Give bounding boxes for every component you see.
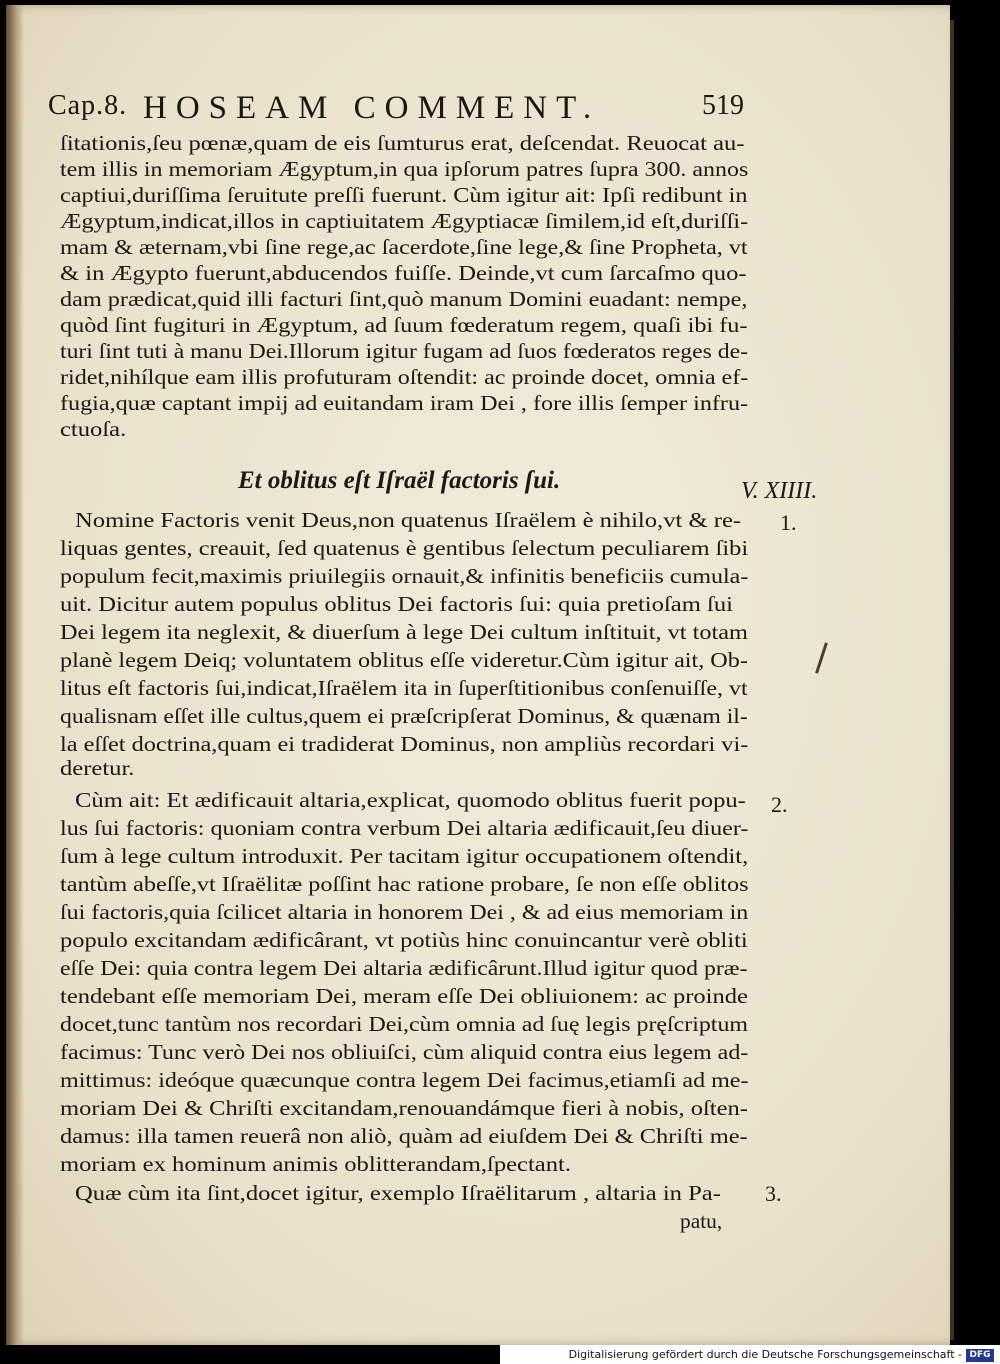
- catchword: patu,: [680, 1209, 723, 1233]
- text-line: lus ſui factoris: quoniam contra verbum Dei altaria ædificauit,ſeu diuer-: [60, 816, 749, 840]
- running-head-chapter: Cap.8.: [48, 90, 128, 121]
- section-heading: Et oblitus eſt Iſraël factoris ſui.: [238, 467, 561, 494]
- footer-text: Digitalisierung gefördert durch die Deutsche Forschungsgemeinschaft -: [568, 1348, 962, 1361]
- text-line: moriam Dei & Chriſti excitandam,renouandámque fieri à nobis, oſten-: [60, 1096, 748, 1120]
- text-line: moriam ex hominum animis oblitterandam,ſpectant.: [60, 1152, 572, 1176]
- text-line: facimus: Tunc verò Dei nos obliuiſci, cùm aliquid contra eius legem ad-: [60, 1040, 749, 1064]
- margin-verse-reference: V. XIIII.: [741, 478, 818, 504]
- page-edge: [950, 20, 954, 1340]
- text-line: liquas gentes, creauit, ſed quatenus è gentibus ſelectum peculiarem ſibi: [60, 536, 749, 560]
- text-line: mittimus: ideóque quæcunque contra legem Dei facimus,etiamſi ad me-: [60, 1068, 749, 1092]
- text-line: dam prædicat,quid illi facturi ſint,quò manum Domini euadant: nempe,: [60, 287, 748, 311]
- text-line: ſitationis,ſeu pœnæ,quam de eis ſumturus erat, deſcendat. Reuocat au-: [60, 131, 745, 155]
- margin-note-number: 1.: [780, 510, 797, 535]
- text-line: damus: illa tamen reuerâ non aliò, quàm ad eiuſdem Dei & Chriſti me-: [60, 1124, 748, 1148]
- dfg-logo-icon: DFG: [966, 1349, 994, 1362]
- text-line: Ægyptum,indicat,illos in captiuitatem Ægyptiacæ ſimilem,id eſt,duriſſi-: [60, 209, 749, 233]
- text-line: eſſe Dei: quia contra legem Dei altaria ædificârunt.Illud igitur quod præ-: [60, 956, 748, 980]
- text-line: tantùm abeſſe,vt Iſraëlitæ poſſint hac ratione probare, ſe non eſſe oblitos: [60, 872, 749, 896]
- text-line: turi ſint tuti à manu Dei.Illorum igitur fugam ad ſuos fœderatos reges de-: [60, 339, 748, 363]
- text-line: uit. Dicitur autem populus oblitus Dei factoris ſui: quia pretioſam ſui: [60, 592, 733, 616]
- text-line: Cùm ait: Et ædificauit altaria,explicat, quomodo oblitus fuerit popu-: [75, 788, 746, 812]
- text-line: ſum à lege cultum introduxit. Per tacitam igitur occupationem oſtendit,: [60, 844, 749, 868]
- text-line: litus eſt factoris ſui,indicat,Iſraëlem ita in ſuperſtitionibus conſenuiſſe, vt: [60, 676, 748, 700]
- text-line: ridet,nihílque eam illis profuturam oſtendit: ac proinde docet, omnia ef-: [60, 365, 749, 389]
- text-line: docet,tunc tantùm nos recordari Dei,cùm omnia ad ſuę legis pręſcriptum: [60, 1012, 748, 1036]
- running-head-title: HOSEAM COMMENT.: [143, 90, 601, 126]
- text-line: tem illis in memoriam Ægyptum,in qua ipſorum patres ſupra 300. annos: [60, 157, 749, 181]
- margin-note-number: 2.: [771, 792, 788, 817]
- text-line: ctuoſa.: [60, 417, 127, 441]
- text-line: Quæ cùm ita ſint,docet igitur, exemplo Iſraëlitarum , altaria in Pa-: [75, 1181, 721, 1205]
- text-line: & in Ægypto fuerunt,abducendos fuiſſe. Deinde,vt cum ſarcaſmo quo-: [60, 261, 747, 285]
- text-line: populum fecit,maximis priuilegiis ornauit,& infinitis beneficiis cumula-: [60, 564, 749, 588]
- text-line: tendebant eſſe memoriam Dei, meram eſſe Dei obliuionem: ac proinde: [60, 984, 748, 1008]
- page-number: 519: [702, 90, 744, 121]
- text-line: deretur.: [60, 756, 135, 780]
- text-line: captiui,duriſſima ſeruitute preſſi fuerunt. Cùm igitur ait: Ipſi redibunt in: [60, 183, 748, 207]
- text-line: mam & æternam,vbi ſine rege,ac ſacerdote,ſine lege,& ſine Propheta, vt: [60, 235, 748, 259]
- text-line: planè legem Deiq; voluntatem oblitus eſſe videretur.Cùm igitur ait, Ob-: [60, 648, 748, 672]
- margin-note-number: 3.: [765, 1181, 782, 1206]
- text-line: fugia,quæ captant impij ad euitandam iram Dei , fore illis ſemper infru-: [60, 391, 749, 415]
- digitization-footer: [500, 1345, 1000, 1364]
- text-line: Dei legem ita neglexit, & diuerſum à lege Dei cultum inſtituit, vt totam: [60, 620, 748, 644]
- text-line: Nomine Factoris venit Deus,non quatenus Iſraëlem è nihilo,vt & re-: [75, 508, 742, 532]
- text-line: quòd ſint fugituri in Ægyptum, ad ſuum fœderatum regem, quaſi ibi fu-: [60, 313, 748, 337]
- text-line: ſui factoris,quia ſcilicet altaria in honorem Dei , & ad eius memoriam in: [60, 900, 749, 924]
- text-line: qualisnam eſſet ille cultus,quem ei præſcripſerat Dominus, & quænam il-: [60, 704, 748, 728]
- book-gutter: [6, 5, 24, 1345]
- text-line: populo excitandam ædificârant, vt potiùs hinc conuincantur verè obliti: [60, 928, 748, 952]
- text-line: la eſſet doctrina,quam ei tradiderat Dominus, non ampliùs recordari vi-: [60, 732, 749, 756]
